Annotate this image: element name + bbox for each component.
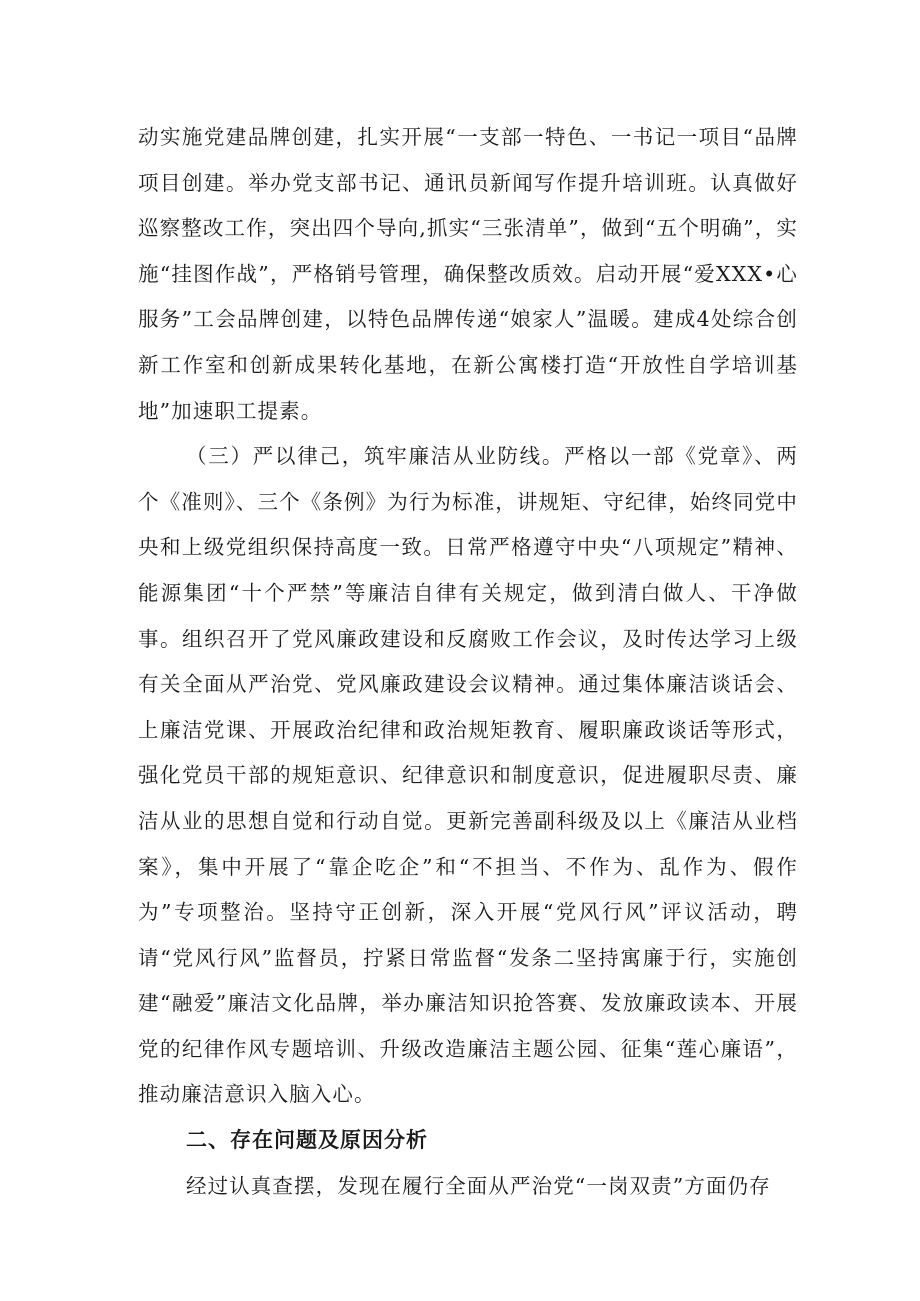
- paragraph-brand-building: 动实施党建品牌创建，扎实开展“一支部一特色、一书记一项目“品牌项目创建。举办党支部书记、通讯员新闻写作提升培训班。认真做好巡察整改工作，突出四个导向,抓实“三张清单”，做到“五个明确”，实施“挂图作战”，严格销号管理，确保整改质效。启动开展“爱XXX•心服务”工会品牌创建，以特色品牌传递“娘家人”温暖。建成4处综合创新工作室和创新成果转化基地，在新公寓楼打造“开放性自学培训基地”加速职工提素。: [138, 125, 798, 423]
- document-body: [138, 115, 798, 1209]
- paragraph-integrity-discipline: （三）严以律己，筑牢廉洁从业防线。严格以一部《党章》、两个《准则》、三个《条例》为行为标准，讲规矩、守纪律，始终同党中央和上级党组织保持高度一致。日常严格遵守中央“八项规定”精神、能源集团“十个严禁”等廉洁自律有关规定，做到清白做人、干净做事。组织召开了党风廉政建设和反腐败工作会议，及时传达学习上级有关全面从严治党、党风廉政建设会议精神。通过集体廉洁谈话会、上廉洁党课、开展政治纪律和政治规矩教育、履职廉政谈话等形式，强化党员干部的规矩意识、纪律意识和制度意识，促进履职尽责、廉洁从业的思想自觉和行动自觉。更新完善副科级及以上《廉洁从业档案》，集中开展了“靠企吃企”和“不担当、不作为、乱作为、假作为”专项整治。坚持守正创新，深入开展“党风行风”评议活动，聘请“党风行风”监督员，拧紧日常监督“发条二坚持寓廉于行，实施创建“融爱”廉洁文化品牌，举办廉洁知识抢答赛、发放廉政读本、开展党的纪律作风专题培训、升级改造廉洁主题公园、征集“莲心廉语”，推动廉洁意识入脑入心。: [138, 444, 798, 1107]
- paragraph-problem-analysis: 经过认真查摆，发现在履行全面从严治党“一岗双责”方面仍存: [186, 1173, 771, 1198]
- section-heading: 二、存在问题及原因分析: [186, 1128, 428, 1153]
